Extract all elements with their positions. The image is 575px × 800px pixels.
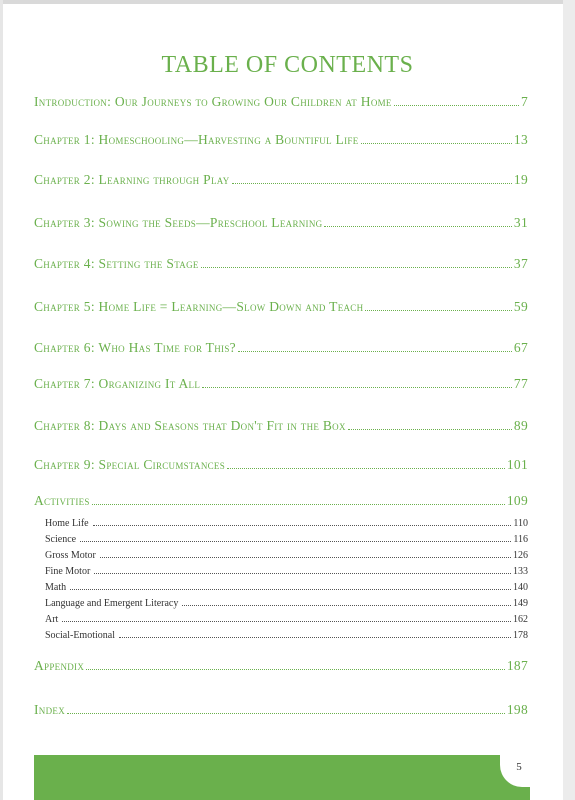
dot-leader bbox=[94, 572, 511, 574]
toc-subentry-page: 133 bbox=[513, 566, 528, 577]
dot-leader bbox=[67, 712, 505, 714]
toc-entry-page: 101 bbox=[506, 457, 528, 472]
toc-subentry-label: Gross Motor bbox=[45, 550, 96, 561]
toc-subentry-page: 116 bbox=[513, 534, 528, 545]
toc-subentry-fine-motor bbox=[45, 563, 528, 577]
toc-entry-index bbox=[34, 700, 528, 718]
toc-entry-chapter-2 bbox=[34, 170, 528, 188]
toc-subentry-label: Social-Emotional bbox=[45, 630, 115, 641]
toc-subentry-home-life bbox=[45, 515, 528, 529]
toc-entry-label: Index bbox=[34, 702, 65, 717]
toc-entry-label: Appendix bbox=[34, 658, 85, 673]
dot-leader bbox=[227, 467, 505, 469]
toc-entry-page: 89 bbox=[513, 418, 528, 433]
dot-leader bbox=[93, 524, 512, 526]
toc-subentry-page: 149 bbox=[513, 598, 528, 609]
toc-subentry-page: 110 bbox=[513, 518, 528, 529]
dot-leader bbox=[100, 556, 511, 558]
dot-leader bbox=[361, 142, 512, 144]
toc-entry-page: 67 bbox=[513, 340, 528, 355]
toc-subentry-page: 162 bbox=[513, 614, 528, 625]
toc-subentry-math bbox=[45, 579, 528, 593]
dot-leader bbox=[119, 636, 511, 638]
dot-leader bbox=[92, 503, 505, 505]
toc-subentry-gross-motor bbox=[45, 547, 528, 561]
toc-entry-activities bbox=[34, 491, 528, 509]
toc-entry-page: 13 bbox=[513, 132, 528, 147]
toc-entry-page: 198 bbox=[506, 702, 528, 717]
toc-entry-chapter-8 bbox=[34, 416, 528, 434]
dot-leader bbox=[201, 266, 512, 268]
footer-band bbox=[34, 755, 530, 800]
dot-leader bbox=[365, 309, 511, 311]
toc-subentry-social-emotional bbox=[45, 627, 528, 641]
toc-entry-label: Chapter 2: Learning through Play bbox=[34, 172, 230, 187]
toc-entry-label: Introduction: Our Journeys to Growing Our Children at Home bbox=[34, 94, 392, 109]
dot-leader bbox=[232, 182, 512, 184]
toc-subentry-label: Language and Emergent Literacy bbox=[45, 598, 179, 609]
toc-entry-chapter-4 bbox=[34, 254, 528, 272]
toc-entry-label: Chapter 3: Sowing the Seeds—Preschool Learning bbox=[34, 215, 323, 230]
dot-leader bbox=[70, 588, 511, 590]
toc-entry-chapter-6 bbox=[34, 338, 528, 356]
toc-subentry-page: 140 bbox=[513, 582, 528, 593]
dot-leader bbox=[182, 604, 511, 606]
toc-subentry-page: 178 bbox=[513, 630, 528, 641]
toc-entry-page: 59 bbox=[513, 299, 528, 314]
toc-subentry-label: Home Life bbox=[45, 518, 89, 529]
dot-leader bbox=[80, 540, 511, 542]
toc-subentry-art bbox=[45, 611, 528, 625]
toc-subentry-language-literacy bbox=[45, 595, 528, 609]
toc-entry-page: 109 bbox=[506, 493, 528, 508]
toc-entry-label: Chapter 8: Days and Seasons that Don't Fit in the Box bbox=[34, 418, 346, 433]
toc-entry-chapter-5 bbox=[34, 297, 528, 315]
toc-entry-label: Activities bbox=[34, 493, 90, 508]
toc-entry-page: 77 bbox=[513, 376, 528, 391]
toc-entry-appendix bbox=[34, 656, 528, 674]
dot-leader bbox=[324, 225, 511, 227]
dot-leader bbox=[238, 350, 512, 352]
toc-entry-chapter-1 bbox=[34, 130, 528, 148]
toc-entry-label: Chapter 7: Organizing It All bbox=[34, 376, 201, 391]
toc-entry-chapter-3 bbox=[34, 213, 528, 231]
toc-subentry-page: 126 bbox=[513, 550, 528, 561]
dot-leader bbox=[348, 428, 512, 430]
toc-entry-page: 7 bbox=[520, 94, 528, 109]
toc-entry-page: 31 bbox=[513, 215, 528, 230]
toc-subentry-label: Math bbox=[45, 582, 67, 593]
toc-entry-label: Chapter 1: Homeschooling—Harvesting a Bountiful Life bbox=[34, 132, 359, 147]
toc-subentry-science bbox=[45, 531, 528, 545]
toc-entry-introduction bbox=[34, 92, 528, 110]
toc-entry-label: Chapter 6: Who Has Time for This? bbox=[34, 340, 236, 355]
dot-leader bbox=[86, 668, 505, 670]
page-edge-left bbox=[0, 0, 3, 800]
toc-subentry-label: Science bbox=[45, 534, 77, 545]
toc-entry-label: Chapter 4: Setting the Stage bbox=[34, 256, 199, 271]
toc-entry-page: 19 bbox=[513, 172, 528, 187]
page-edge-top bbox=[0, 0, 575, 4]
toc-entry-label: Chapter 9: Special Circumstances bbox=[34, 457, 226, 472]
page-edge-right bbox=[563, 0, 575, 800]
page-title: TABLE OF CONTENTS bbox=[161, 52, 414, 78]
toc-entry-chapter-9 bbox=[34, 455, 528, 473]
toc-entry-page: 37 bbox=[513, 256, 528, 271]
toc-entry-label: Chapter 5: Home Life = Learning—Slow Down and Teach bbox=[34, 299, 364, 314]
toc-entry-page: 187 bbox=[506, 658, 528, 673]
toc-subentry-label: Fine Motor bbox=[45, 566, 91, 577]
dot-leader bbox=[62, 620, 511, 622]
dot-leader bbox=[202, 386, 512, 388]
toc-subentry-label: Art bbox=[45, 614, 59, 625]
page-number: 5 bbox=[508, 756, 530, 778]
dot-leader bbox=[394, 104, 519, 106]
toc-entry-chapter-7 bbox=[34, 374, 528, 392]
